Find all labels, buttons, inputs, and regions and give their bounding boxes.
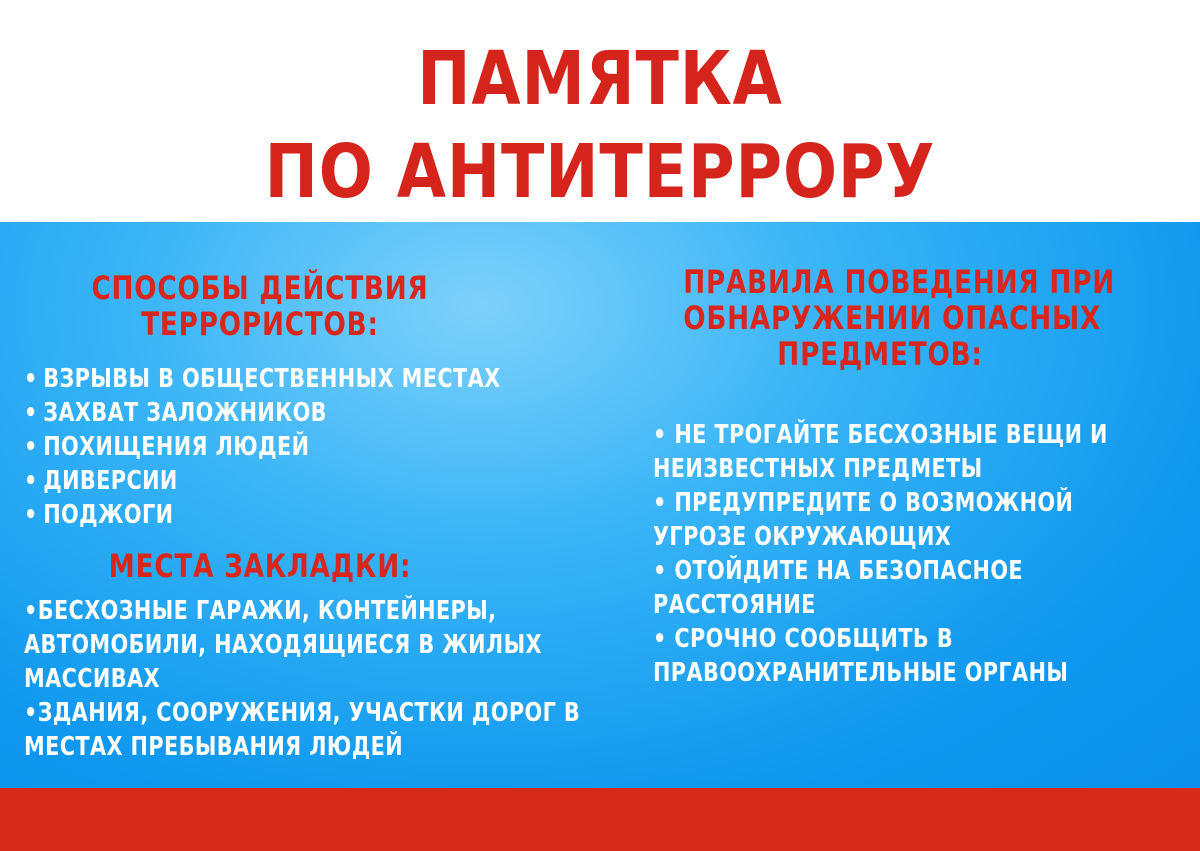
rules-line: РАССТОЯНИЕ [653, 590, 816, 620]
list-item [24, 430, 504, 464]
bullet-icon: • [24, 432, 38, 462]
rules-list [653, 418, 1193, 690]
methods-heading-line-2: ТЕРРОРИСТОВ: [141, 305, 379, 343]
bullet-icon: • [24, 466, 38, 496]
bullet-icon: • [24, 500, 38, 530]
places-line: МАССИВАХ [24, 664, 160, 694]
rules-heading-line-1: ПРАВИЛА ПОВЕДЕНИЯ ПРИ [683, 263, 1116, 301]
list-item [24, 362, 504, 396]
bullet-icon: • [24, 398, 38, 428]
title-line-2: ПО АНТИТЕРРОРУ [264, 129, 936, 215]
title-line-1: ПАМЯТКА [417, 36, 783, 122]
rules-line: • СРОЧНО СООБЩИТЬ В [653, 624, 954, 654]
method-text: ПОХИЩЕНИЯ ЛЮДЕЙ [43, 432, 310, 462]
rules-line: • ПРЕДУПРЕДИТЕ О ВОЗМОЖНОЙ [653, 488, 1074, 518]
places-list [24, 594, 664, 764]
places-line: МЕСТАХ ПРЕБЫВАНИЯ ЛЮДЕЙ [24, 732, 404, 762]
method-text: ПОДЖОГИ [43, 500, 174, 530]
rules-line: • ОТОЙДИТЕ НА БЕЗОПАСНОЕ [653, 556, 1024, 586]
rules-line: ПРАВООХРАНИТЕЛЬНЫЕ ОРГАНЫ [653, 658, 1069, 688]
rules-heading [640, 264, 1120, 372]
method-text: ЗАХВАТ ЗАЛОЖНИКОВ [43, 398, 327, 428]
places-heading [40, 548, 480, 584]
places-line: •БЕСХОЗНЫЕ ГАРАЖИ, КОНТЕЙНЕРЫ, [24, 596, 497, 626]
list-item [24, 396, 504, 430]
rules-heading-line-2: ОБНАРУЖЕНИИ ОПАСНЫХ [683, 299, 1102, 337]
rules-line: • НЕ ТРОГАЙТЕ БЕСХОЗНЫЕ ВЕЩИ И [653, 420, 1108, 450]
list-item [24, 498, 504, 532]
title-band [0, 0, 1200, 222]
rules-line: УГРОЗЕ ОКРУЖАЮЩИХ [653, 522, 952, 552]
rules-line: НЕИЗВЕСТНЫХ ПРЕДМЕТЫ [653, 454, 983, 484]
places-line: •ЗДАНИЯ, СООРУЖЕНИЯ, УЧАСТКИ ДОРОГ В [24, 698, 581, 728]
method-text: ВЗРЫВЫ В ОБЩЕСТВЕННЫХ МЕСТАХ [43, 364, 501, 394]
bullet-icon: • [24, 364, 38, 394]
list-item [24, 464, 504, 498]
methods-list [24, 362, 624, 532]
methods-heading-line-1: СПОСОБЫ ДЕЙСТВИЯ [91, 269, 429, 307]
method-text: ДИВЕРСИИ [43, 466, 178, 496]
rules-heading-line-3: ПРЕДМЕТОВ: [777, 335, 983, 373]
methods-heading [40, 270, 480, 342]
places-heading-text: МЕСТА ЗАКЛАДКИ: [108, 547, 412, 585]
places-line: АВТОМОБИЛИ, НАХОДЯЩИЕСЯ В ЖИЛЫХ [24, 630, 542, 660]
footer-band [0, 788, 1200, 851]
